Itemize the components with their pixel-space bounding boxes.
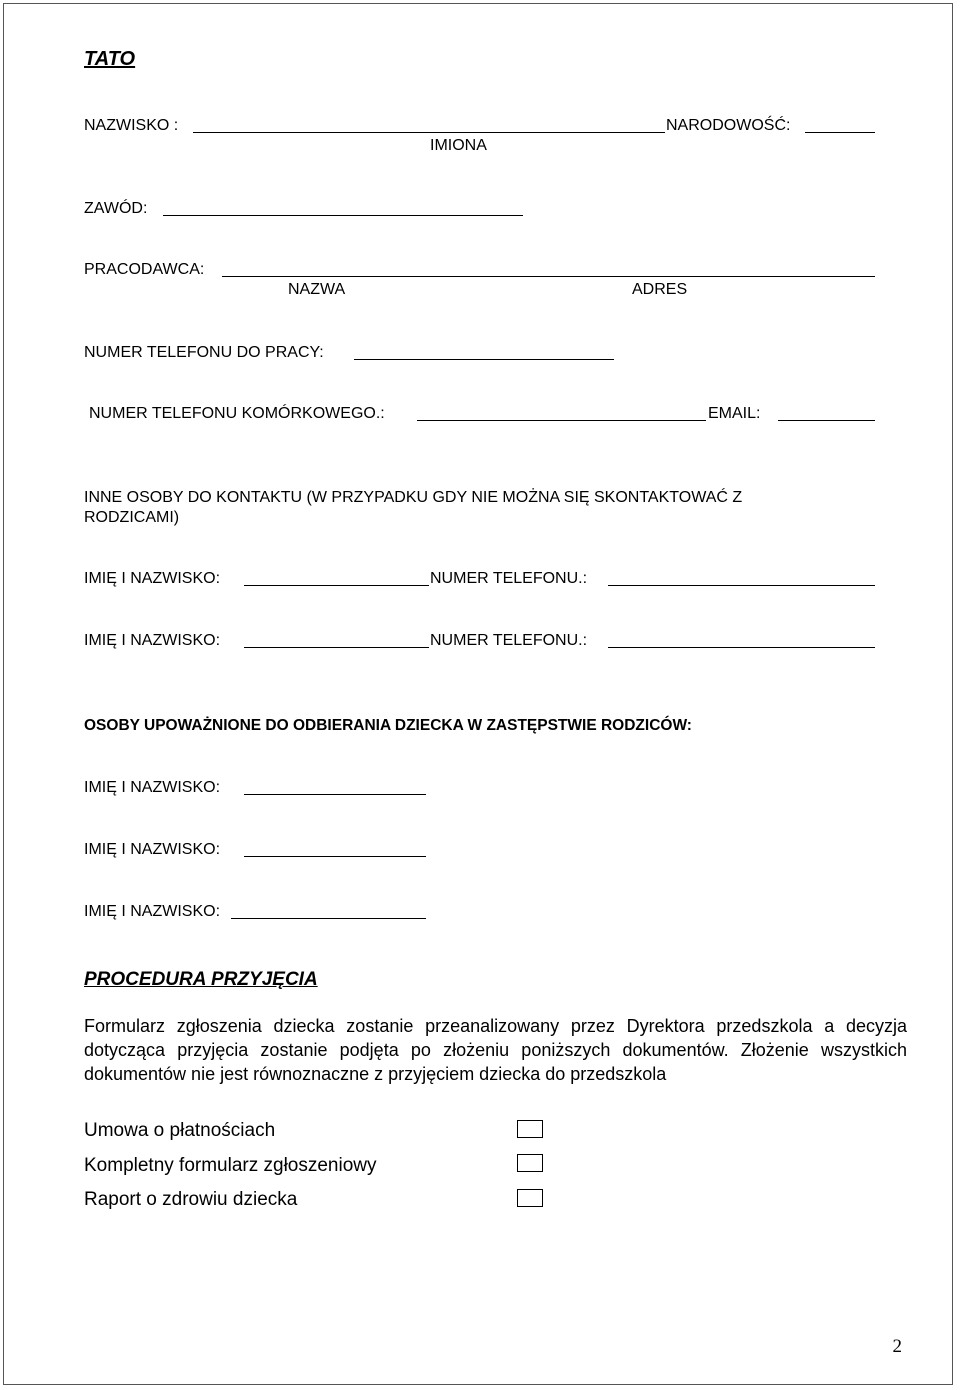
email-field[interactable] (778, 420, 875, 421)
contact-name-field[interactable] (244, 647, 429, 648)
checklist-checkbox[interactable] (517, 1154, 543, 1172)
authorized-name-field[interactable] (244, 794, 426, 795)
surname-field[interactable] (193, 132, 665, 133)
nationality-label: NARODOWOŚĆ: (666, 117, 791, 134)
checklist-checkbox[interactable] (517, 1189, 543, 1207)
authorized-name-field[interactable] (244, 856, 426, 857)
procedure-paragraph: Formularz zgłoszenia dziecka zostanie przeanalizowany przez Dyrektora przedszkola a decyzja dotycząca przyjęcia zostanie podjęta po złożeniu poniższych dokumentów. Złożenie wszystkich dokumentów nie jest równoznaczne z przyjęciem dziecka do przedszkola (84, 1016, 907, 1084)
authorized-name-label: IMIĘ I NAZWISKO: (84, 841, 221, 858)
other-contacts-heading-line1: INNE OSOBY DO KONTAKTU (W PRZYPADKU GDY NIE MOŻNA SIĘ SKONTAKTOWAĆ Z (84, 489, 743, 506)
contact-phone-field[interactable] (608, 647, 875, 648)
contact-phone-field[interactable] (608, 585, 875, 586)
work-phone-label: NUMER TELEFONU DO PRACY: (84, 344, 324, 361)
procedure-heading: PROCEDURA PRZYJĘCIA (84, 969, 318, 990)
mobile-phone-label: NUMER TELEFONU KOMÓRKOWEGO.: (89, 405, 385, 422)
surname-label: NAZWISKO : (84, 117, 179, 134)
contact-name-label: IMIĘ I NAZWISKO: (84, 570, 221, 587)
employer-field[interactable] (222, 276, 875, 277)
checklist-item-label: Kompletny formularz zgłoszeniowy (84, 1155, 377, 1176)
contact-phone-label: NUMER TELEFONU.: (430, 570, 588, 587)
authorized-name-label: IMIĘ I NAZWISKO: (84, 779, 221, 796)
checklist-checkbox[interactable] (517, 1120, 543, 1138)
authorized-heading: OSOBY UPOWAŻNIONE DO ODBIERANIA DZIECKA W ZASTĘPSTWIE RODZICÓW: (84, 717, 692, 734)
checklist-item-label: Umowa o płatnościach (84, 1120, 276, 1141)
checklist-item-label: Raport o zdrowiu dziecka (84, 1189, 298, 1210)
authorized-name-label: IMIĘ I NAZWISKO: (84, 903, 221, 920)
email-label: EMAIL: (708, 405, 761, 422)
employer-label: PRACODAWCA: (84, 261, 205, 278)
authorized-name-field[interactable] (231, 918, 426, 919)
occupation-field[interactable] (163, 215, 523, 216)
occupation-label: ZAWÓD: (84, 200, 148, 217)
names-sublabel: IMIONA (430, 137, 487, 154)
contact-phone-label: NUMER TELEFONU.: (430, 632, 588, 649)
employer-name-sublabel: NAZWA (288, 281, 346, 298)
mobile-phone-field[interactable] (417, 420, 706, 421)
nationality-field[interactable] (805, 132, 875, 133)
employer-address-sublabel: ADRES (632, 281, 688, 298)
contact-name-field[interactable] (244, 585, 429, 586)
contact-name-label: IMIĘ I NAZWISKO: (84, 632, 221, 649)
other-contacts-heading-line2: RODZICAMI) (84, 509, 180, 526)
work-phone-field[interactable] (354, 359, 614, 360)
section-heading-father: TATO (84, 48, 136, 70)
page-number: 2 (892, 1336, 902, 1357)
